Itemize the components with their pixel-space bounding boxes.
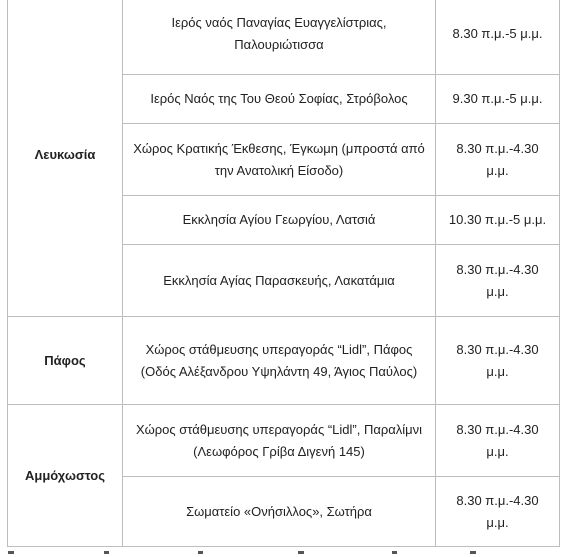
- location-cell: Χώρος στάθμευσης υπεραγοράς “Lidl”, Πάφος (Οδός Αλέξανδρου Υψηλάντη 49, Άγιος Παύλος): [123, 317, 436, 405]
- hours-cell: 8.30 π.μ.-4.30 μ.μ.: [436, 317, 560, 405]
- hours-cell: 8.30 π.μ.-4.30 μ.μ.: [436, 124, 560, 196]
- location-cell: Ιερός Ναός της Του Θεού Σοφίας, Στρόβολος: [123, 75, 436, 124]
- text-fragment: [104, 551, 109, 554]
- table-row: [8, 405, 560, 477]
- hours-cell: 8.30 π.μ.-4.30 μ.μ.: [436, 477, 560, 547]
- location-cell: Χώρος στάθμευσης υπεραγοράς “Lidl”, Παραλίμνι (Λεωφόρος Γρίβα Διγενή 145): [123, 405, 436, 477]
- district-cell: Πάφος: [8, 317, 123, 405]
- location-cell: Εκκλησία Αγίας Παρασκευής, Λακατάμια: [123, 245, 436, 317]
- text-fragment: [470, 551, 476, 554]
- hours-cell: 10.30 π.μ.-5 μ.μ.: [436, 196, 560, 245]
- location-cell: Σωματείο «Ονήσιλλος», Σωτήρα: [123, 477, 436, 547]
- hours-cell: 9.30 π.μ.-5 μ.μ.: [436, 75, 560, 124]
- table-row: [8, 317, 560, 405]
- hours-cell: 8.30 π.μ.-4.30 μ.μ.: [436, 405, 560, 477]
- text-fragment: [198, 551, 203, 554]
- hours-cell: 8.30 π.μ.-4.30 μ.μ.: [436, 245, 560, 317]
- cropped-text-line: [0, 551, 574, 557]
- district-cell: Λευκωσία: [8, 0, 123, 317]
- district-cell: Αμμόχωστος: [8, 405, 123, 547]
- location-cell: Ιερός ναός Παναγίας Ευαγγελίστριας, Παλουριώτισσα: [123, 0, 436, 75]
- location-cell: Χώρος Κρατικής Έκθεσης, Έγκωμη (μπροστά από την Ανατολική Είσοδο): [123, 124, 436, 196]
- vaccination-schedule-table: [7, 0, 560, 547]
- text-fragment: [298, 551, 304, 554]
- hours-cell: 8.30 π.μ.-5 μ.μ.: [436, 0, 560, 75]
- location-cell: Εκκλησία Αγίου Γεωργίου, Λατσιά: [123, 196, 436, 245]
- table-row: [8, 0, 560, 75]
- text-fragment: [8, 551, 14, 554]
- text-fragment: [392, 551, 397, 554]
